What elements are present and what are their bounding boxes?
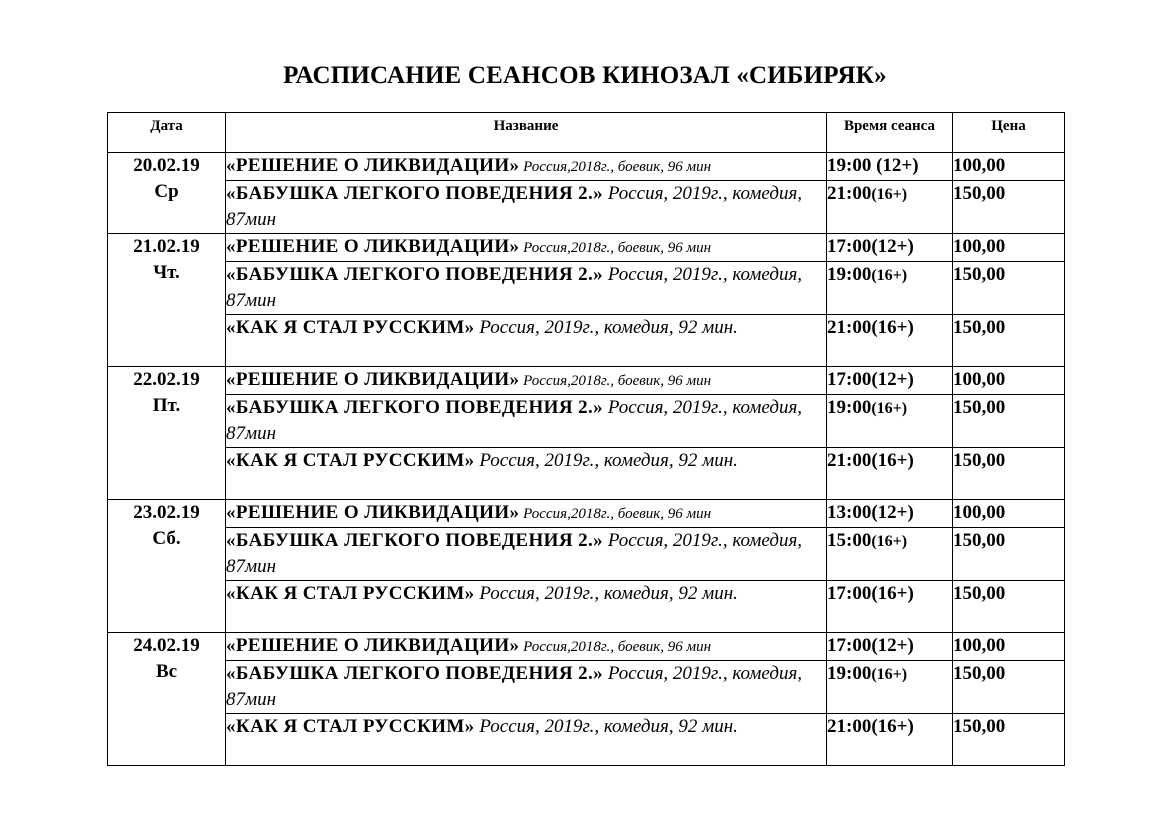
session-time: 19:00 xyxy=(827,264,872,285)
session-time: 17:00 xyxy=(827,369,872,390)
session-time-cell xyxy=(827,633,953,661)
movie-title: «РЕШЕНИЕ О ЛИКВИДАЦИИ» xyxy=(226,155,520,176)
movie-details: Россия, 2019г., комедия, 87мин xyxy=(226,264,803,311)
price-cell: 150,00 xyxy=(953,181,1065,234)
weekday: Ср xyxy=(154,181,179,202)
price-cell: 100,00 xyxy=(953,367,1065,395)
table-row xyxy=(108,633,1065,661)
movie-title: «РЕШЕНИЕ О ЛИКВИДАЦИИ» xyxy=(226,369,520,390)
weekday: Пт. xyxy=(152,395,181,416)
price-cell: 150,00 xyxy=(953,315,1065,367)
movie-cell xyxy=(226,395,827,448)
age-rating: (16+) xyxy=(871,317,914,338)
header-date: Дата xyxy=(108,113,226,153)
movie-title: «КАК Я СТАЛ РУССКИМ» xyxy=(226,716,475,737)
weekday: Вс xyxy=(155,661,178,682)
movie-cell xyxy=(226,262,827,315)
movie-title: «КАК Я СТАЛ РУССКИМ» xyxy=(226,317,475,338)
session-time-cell xyxy=(827,714,953,766)
session-time: 13:00 xyxy=(827,502,872,523)
session-time-cell xyxy=(827,395,953,448)
date-value: 22.02.19 xyxy=(133,369,200,390)
date-value: 21.02.19 xyxy=(133,236,200,257)
movie-details: Россия,2018г., боевик, 96 мин xyxy=(519,639,712,655)
price-cell: 150,00 xyxy=(953,661,1065,714)
session-time: 21:00 xyxy=(827,183,872,204)
session-time: 19:00 xyxy=(827,397,872,418)
session-time: 21:00 xyxy=(827,317,872,338)
session-time-cell xyxy=(827,262,953,315)
age-rating: (12+) xyxy=(871,155,919,176)
movie-title: «КАК Я СТАЛ РУССКИМ» xyxy=(226,583,475,604)
date-cell xyxy=(108,633,226,766)
table-row xyxy=(108,500,1065,528)
header-name: Название xyxy=(226,113,827,153)
date-cell xyxy=(108,153,226,234)
age-rating: (16+) xyxy=(871,666,908,683)
schedule-table xyxy=(107,112,1065,766)
date-cell xyxy=(108,367,226,500)
session-time-cell xyxy=(827,448,953,500)
table-row xyxy=(108,581,1065,633)
table-header-row xyxy=(108,113,1065,153)
weekday: Чт. xyxy=(153,262,180,283)
age-rating: (16+) xyxy=(871,533,908,550)
session-time: 19:00 xyxy=(827,155,872,176)
age-rating: (16+) xyxy=(871,716,914,737)
movie-details: Россия,2018г., боевик, 96 мин xyxy=(519,240,712,256)
date-cell xyxy=(108,234,226,367)
movie-cell xyxy=(226,528,827,581)
session-time-cell xyxy=(827,367,953,395)
session-time: 21:00 xyxy=(827,450,872,471)
session-time-cell xyxy=(827,581,953,633)
session-time-cell xyxy=(827,181,953,234)
price-cell: 150,00 xyxy=(953,262,1065,315)
table-row xyxy=(108,234,1065,262)
movie-cell xyxy=(226,153,827,181)
movie-title: «РЕШЕНИЕ О ЛИКВИДАЦИИ» xyxy=(226,236,520,257)
price-cell: 150,00 xyxy=(953,528,1065,581)
movie-title: «БАБУШКА ЛЕГКОГО ПОВЕДЕНИЯ 2.» xyxy=(226,397,604,418)
table-row xyxy=(108,661,1065,714)
movie-details: Россия, 2019г., комедия, 87мин xyxy=(226,663,803,710)
age-rating: (12+) xyxy=(871,635,914,656)
price-cell: 100,00 xyxy=(953,234,1065,262)
session-time: 19:00 xyxy=(827,663,872,684)
session-time: 21:00 xyxy=(827,716,872,737)
movie-cell xyxy=(226,661,827,714)
session-time: 17:00 xyxy=(827,635,872,656)
movie-details: Россия, 2019г., комедия, 92 мин. xyxy=(474,450,738,471)
session-time: 17:00 xyxy=(827,583,872,604)
movie-cell xyxy=(226,633,827,661)
price-cell: 150,00 xyxy=(953,395,1065,448)
table-row xyxy=(108,315,1065,367)
movie-cell xyxy=(226,581,827,633)
age-rating: (16+) xyxy=(871,186,908,203)
price-cell: 100,00 xyxy=(953,153,1065,181)
table-row xyxy=(108,395,1065,448)
session-time-cell xyxy=(827,500,953,528)
age-rating: (12+) xyxy=(871,502,914,523)
movie-title: «БАБУШКА ЛЕГКОГО ПОВЕДЕНИЯ 2.» xyxy=(226,663,604,684)
movie-details: Россия,2018г., боевик, 96 мин xyxy=(519,373,712,389)
session-time: 17:00 xyxy=(827,236,872,257)
price-cell: 150,00 xyxy=(953,714,1065,766)
table-row xyxy=(108,714,1065,766)
movie-cell xyxy=(226,714,827,766)
price-cell: 100,00 xyxy=(953,500,1065,528)
movie-title: «РЕШЕНИЕ О ЛИКВИДАЦИИ» xyxy=(226,502,520,523)
movie-details: Россия, 2019г., комедия, 87мин xyxy=(226,183,803,230)
header-price: Цена xyxy=(953,113,1065,153)
movie-details: Россия, 2019г., комедия, 92 мин. xyxy=(474,583,738,604)
table-row xyxy=(108,262,1065,315)
session-time-cell xyxy=(827,661,953,714)
movie-details: Россия, 2019г., комедия, 92 мин. xyxy=(474,716,738,737)
session-time-cell xyxy=(827,234,953,262)
age-rating: (16+) xyxy=(871,450,914,471)
session-time-cell xyxy=(827,153,953,181)
age-rating: (16+) xyxy=(871,583,914,604)
price-cell: 100,00 xyxy=(953,633,1065,661)
movie-details: Россия,2018г., боевик, 96 мин xyxy=(519,159,712,175)
movie-cell xyxy=(226,448,827,500)
movie-cell xyxy=(226,367,827,395)
date-cell xyxy=(108,500,226,633)
price-cell: 150,00 xyxy=(953,581,1065,633)
movie-details: Россия, 2019г., комедия, 87мин xyxy=(226,530,803,577)
table-row xyxy=(108,367,1065,395)
movie-details: Россия, 2019г., комедия, 92 мин. xyxy=(474,317,738,338)
session-time-cell xyxy=(827,315,953,367)
date-value: 23.02.19 xyxy=(133,502,200,523)
schedule-body xyxy=(108,153,1065,766)
table-row xyxy=(108,448,1065,500)
movie-cell xyxy=(226,315,827,367)
movie-cell xyxy=(226,181,827,234)
price-cell: 150,00 xyxy=(953,448,1065,500)
age-rating: (12+) xyxy=(871,236,914,257)
header-time: Время сеанса xyxy=(827,113,953,153)
movie-cell xyxy=(226,500,827,528)
weekday: Сб. xyxy=(152,528,181,549)
movie-title: «БАБУШКА ЛЕГКОГО ПОВЕДЕНИЯ 2.» xyxy=(226,183,604,204)
date-value: 20.02.19 xyxy=(133,155,200,176)
date-value: 24.02.19 xyxy=(133,635,200,656)
movie-cell xyxy=(226,234,827,262)
movie-title: «БАБУШКА ЛЕГКОГО ПОВЕДЕНИЯ 2.» xyxy=(226,530,604,551)
table-row xyxy=(108,528,1065,581)
page-title: РАСПИСАНИЕ СЕАНСОВ КИНОЗАЛ «СИБИРЯК» xyxy=(283,62,887,89)
table-row xyxy=(108,153,1065,181)
age-rating: (16+) xyxy=(871,400,908,417)
age-rating: (16+) xyxy=(871,267,908,284)
table-row xyxy=(108,181,1065,234)
movie-title: «КАК Я СТАЛ РУССКИМ» xyxy=(226,450,475,471)
movie-title: «БАБУШКА ЛЕГКОГО ПОВЕДЕНИЯ 2.» xyxy=(226,264,604,285)
session-time: 15:00 xyxy=(827,530,872,551)
movie-details: Россия,2018г., боевик, 96 мин xyxy=(519,506,712,522)
age-rating: (12+) xyxy=(871,369,914,390)
movie-title: «РЕШЕНИЕ О ЛИКВИДАЦИИ» xyxy=(226,635,520,656)
movie-details: Россия, 2019г., комедия, 87мин xyxy=(226,397,803,444)
session-time-cell xyxy=(827,528,953,581)
